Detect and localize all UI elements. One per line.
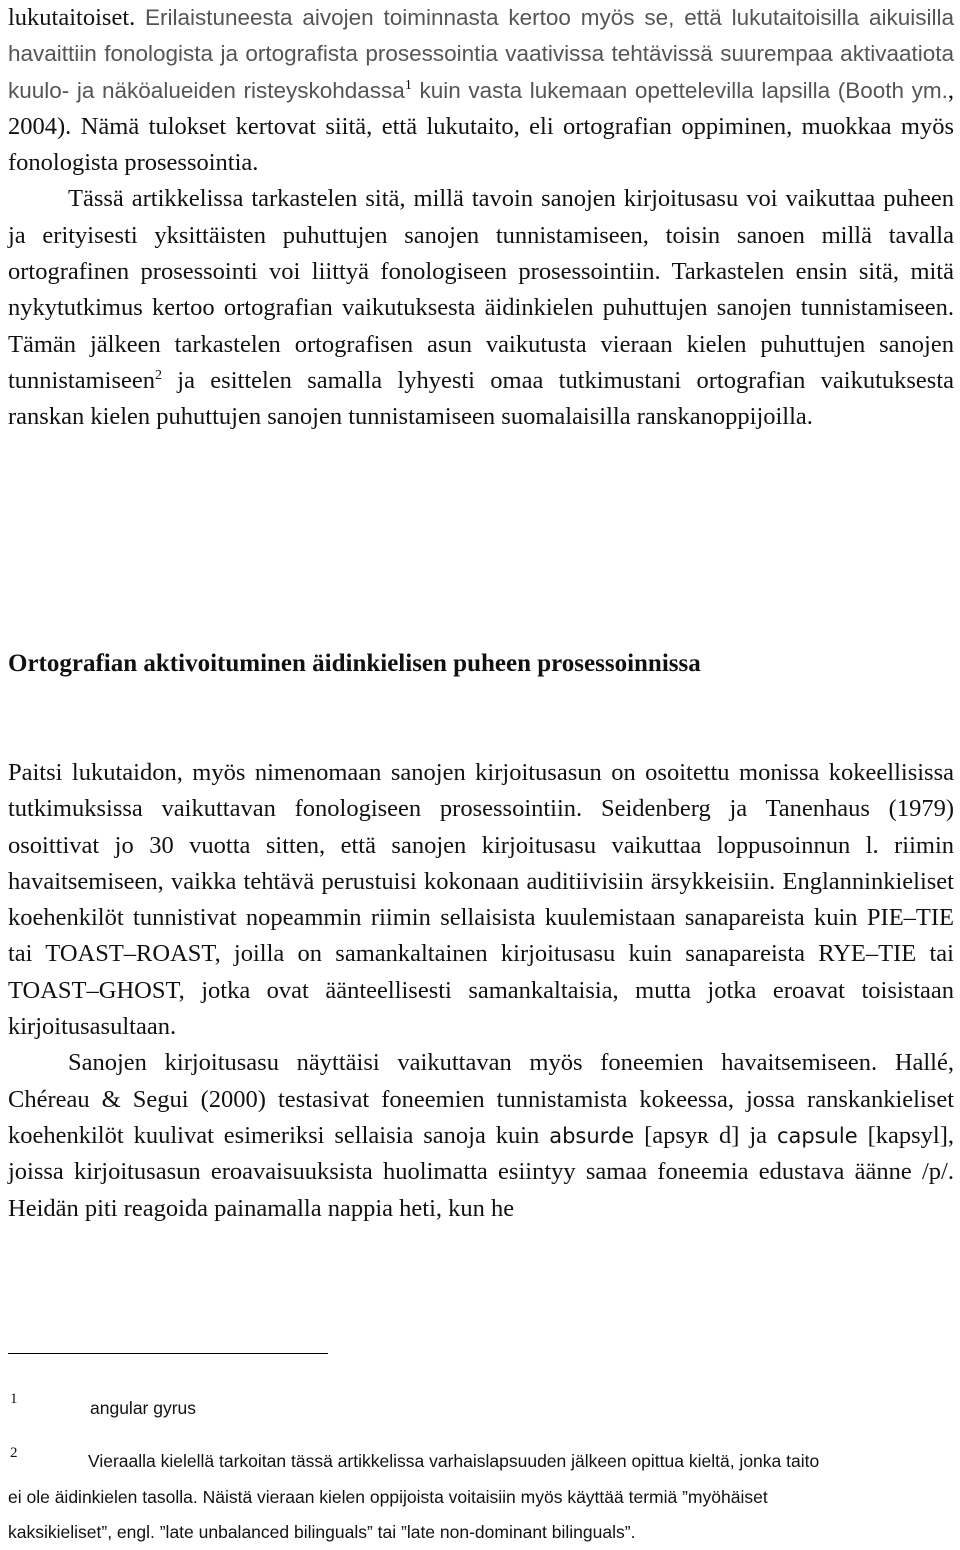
word-pair: TOAST–ROAST [45, 940, 215, 968]
text-segment: , jotka ovat äänteellisesti samankaltaisia, mutta jotka eroavat toisistaan kirjoitusasultaan. [8, 976, 954, 1041]
text-segment: Erilaistuneesta aivojen toiminnasta kertoo myös se, että lukutaitoisilla aikuisilla havaittiin fonologista ja ortografista prosessointia vaativissa tehtävissä suurempaa aktivaatiota kuulo- ja näköalueiden risteyskohdassa [8, 5, 955, 103]
section-body [8, 755, 954, 1227]
text-segment: Paitsi lukutaidon, myös nimenomaan sanojen kirjoitusasun on osoitettu monissa kokeellisissa tutkimuksissa vaikuttavan fonologiseen prosessointiin. Seidenberg ja Tanenhaus (1979) osoittivat jo 30 vuotta sitten, että sanojen kirjoitusasu vaikuttaa loppusoinnun l. riimin havaitsemiseen, vaikka tehtävä perustuisi kokonaan auditiivisiin ärsykkeisiin. Englanninkieliset koehenkilöt tunnistivat nopeammin riimin sellaisista kuulemistaan sanapareista kuin [8, 759, 954, 932]
section-heading-wrap [8, 648, 954, 680]
footnote-text-2-line-3: kaksikieliset”, engl. ”late unbalanced bilinguals” tai ”late non-dominant bilinguals”. [8, 1522, 636, 1542]
footnote-ref-2: 2 [154, 367, 162, 383]
footnote-text-1: angular gyrus [90, 1398, 197, 1418]
example-word: capsule [776, 1123, 858, 1148]
paragraph-2 [8, 181, 954, 435]
text-segment: Tässä artikkelissa tarkastelen sitä, millä tavoin sanojen kirjoitusasu voi vaikuttaa puheen ja erityisesti yksittäisten puhuttujen sanojen tunnistamiseen, toisin sanoen millä tavalla ortografinen prosessointi voi liittyä fonologiseen prosessointiin. Tarkastelen ensin sitä, mitä nykytutkimus kertoo ortografian vaikutuksesta äidinkielen puhuttujen sanojen tunnistamiseen. Tämän jälkeen tarkastelen ortografisen asun vaikutusta vieraan kielen puhuttujen sanojen tunnistamiseen [8, 185, 954, 394]
text-segment: tai [916, 940, 954, 968]
footnote-text-2-line-2: ei ole äidinkielen tasolla. Näistä vieraan kielen oppijoista voitaisiin myös käyttää termiä ”myöhäiset [8, 1487, 768, 1507]
footnote-ref-1: 1 [404, 77, 412, 93]
paragraph-1 [8, 0, 954, 181]
word-pair: PIE–TIE [866, 904, 954, 932]
text-segment: [apsyʀ d] ja [634, 1121, 777, 1149]
section-heading: Ortografian aktivoituminen äidinkielisen puheen prosessoinnissa [8, 650, 701, 677]
text-segment: Sanojen kirjoitusasu näyttäisi vaikuttavan myös foneemien havaitsemiseen. Hallé, Chéreau & Segui (2000) testasivat foneemien tunnistamista kokeessa, jossa ranskankieliset koehenkilöt kuulivat esimeriksi sellaisia sanoja kuin [8, 1049, 954, 1149]
intro-section [8, 0, 954, 436]
text-segment: , joilla on samankaltainen kirjoitusasu kuin sanapareista [214, 940, 819, 968]
text-segment: lukutaitoiset. [8, 4, 145, 31]
word-pair: TOAST–GHOST [8, 976, 179, 1004]
text-segment: [kapsyl], joissa kirjoitusasun eroavaisuuksista huolimatta esiintyy samaa foneemia edustava äänne /p/. Heidän piti reagoida painamalla nappia heti, kun he [8, 1121, 955, 1222]
text-segment: tai [8, 940, 46, 968]
text-segment: , 2004). Nämä tulokset kertovat siitä, että lukutaito, eli ortografian oppiminen, muokkaa myös fonologista prosessointia. [8, 76, 954, 177]
example-word: absurde [549, 1123, 635, 1148]
footnote-text-2: Vieraalla kielellä tarkoitan tässä artikkelissa varhaislapsuuden jälkeen opittua kieltä, jonka taito [88, 1451, 820, 1471]
paragraph-3 [8, 755, 954, 1045]
text-segment: kuin vasta lukemaan opettelevilla lapsilla (Booth ym. [411, 77, 948, 103]
paragraph-4 [8, 1045, 954, 1226]
footnote-number-2: 2 [10, 1445, 18, 1461]
text-segment: ja esittelen samalla lyhyesti omaa tutkimustani ortografian vaikutuksesta ranskan kielen puhuttujen sanojen tunnistamiseen suomalaisilla ranskanoppijoilla. [8, 366, 954, 431]
word-pair: RYE–TIE [818, 940, 917, 968]
footnote-number-1: 1 [10, 1391, 18, 1407]
footnote-separator [8, 1353, 328, 1354]
